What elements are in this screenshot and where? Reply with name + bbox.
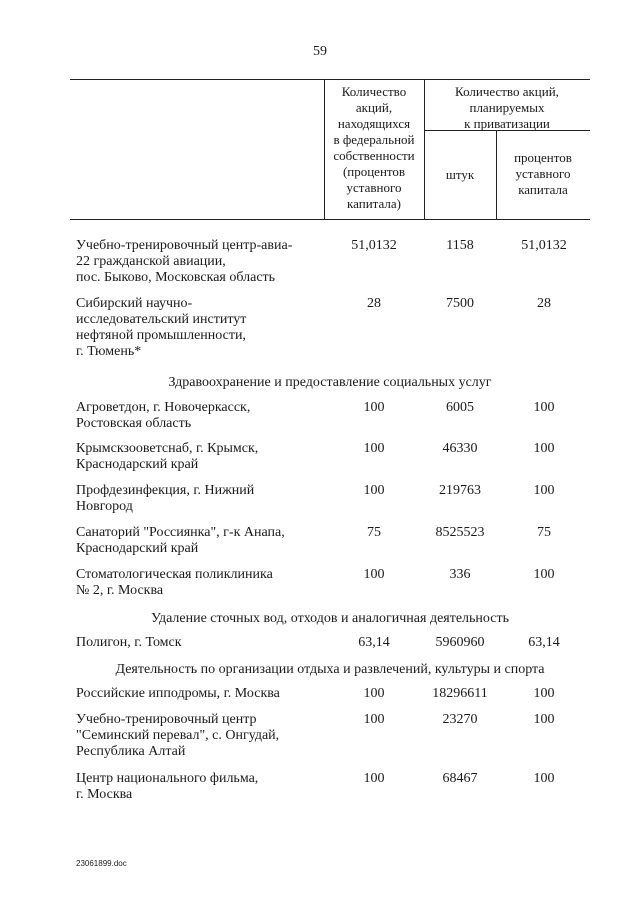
- header-line: процентов: [514, 150, 572, 165]
- shares-count-cell: 8525523: [435, 525, 485, 540]
- organization-name: [76, 441, 326, 473]
- capital-percent-cell: 63,14: [528, 635, 560, 650]
- organization-name-line: г. Москва: [76, 787, 133, 802]
- header-line: уставного: [346, 180, 402, 195]
- organization-name-line: Российские ипподромы, г. Москва: [76, 686, 280, 701]
- organization-name-line: Профдезинфекция, г. Нижний: [76, 483, 255, 498]
- shares-count-cell: 18296611: [432, 686, 488, 701]
- organization-name-line: № 2, г. Москва: [76, 583, 164, 598]
- capital-percent-cell: 100: [533, 400, 555, 415]
- federal-share-cell: 51,0132: [351, 238, 397, 253]
- organization-name-line: пос. Быково, Московская область: [76, 270, 276, 285]
- organization-name-line: Республика Алтай: [76, 744, 186, 759]
- organization-name: [76, 525, 326, 557]
- federal-share-cell: 100: [363, 483, 385, 498]
- organization-name-line: Санаторий "Россиянка", г-к Анапа,: [76, 525, 285, 540]
- header-line: Количество: [341, 84, 407, 99]
- organization-name: [76, 686, 326, 702]
- federal-share-cell: 100: [363, 400, 385, 415]
- page-number: 59: [313, 44, 327, 59]
- shares-count-cell: 68467: [442, 771, 478, 786]
- shares-count-cell: 1158: [446, 238, 474, 253]
- shares-count-cell: 336: [449, 567, 471, 582]
- header-line: в федеральной: [333, 132, 415, 147]
- header-line: собственности: [333, 148, 415, 163]
- table-header-bottom-rule: [70, 219, 590, 220]
- header-line: акций,: [355, 100, 393, 115]
- organization-name-line: нефтяной промышленности,: [76, 328, 246, 343]
- header-shares-count: [424, 167, 496, 183]
- organization-name-line: Центр национального фильма,: [76, 771, 259, 786]
- organization-name-line: Учебно-тренировочный центр-авиа-: [76, 238, 293, 253]
- organization-name: [76, 635, 326, 651]
- organization-name: [76, 238, 326, 286]
- shares-count-cell: 23270: [442, 712, 478, 727]
- section-heading: Здравоохранение и предоставление социальных услуг: [168, 375, 492, 390]
- organization-name-line: Учебно-тренировочный центр: [76, 712, 257, 727]
- capital-percent-cell: 100: [533, 771, 555, 786]
- organization-name: [76, 712, 326, 760]
- organization-name-line: Ростовская область: [76, 416, 192, 431]
- header-line: (процентов: [342, 164, 406, 179]
- shares-count-cell: 5960960: [435, 635, 485, 650]
- section-heading: Удаление сточных вод, отходов и аналогичная деятельность: [151, 611, 509, 626]
- capital-percent-cell: 75: [537, 525, 551, 540]
- federal-share-cell: 100: [363, 712, 385, 727]
- organization-name-line: Сибирский научно-: [76, 296, 193, 311]
- federal-share-cell: 28: [367, 296, 381, 311]
- organization-name-line: Стоматологическая поликлиника: [76, 567, 273, 582]
- header-line: капитала): [347, 196, 401, 211]
- header-line: штук: [445, 167, 475, 182]
- federal-share-cell: 100: [363, 441, 385, 456]
- header-line: капитала: [518, 182, 568, 197]
- organization-name-line: г. Тюмень*: [76, 344, 142, 359]
- capital-percent-cell: 51,0132: [521, 238, 567, 253]
- organization-name-line: "Семинский перевал", с. Онгудай,: [76, 728, 280, 743]
- federal-share-cell: 100: [363, 567, 385, 582]
- capital-percent-cell: 28: [537, 296, 551, 311]
- section-heading: Деятельность по организации отдыха и развлечений, культуры и спорта: [115, 662, 545, 677]
- header-planned-group: [424, 84, 590, 132]
- header-line: Количество акций,: [455, 84, 559, 99]
- header-line: находящихся: [337, 116, 411, 131]
- shares-count-cell: 219763: [439, 483, 481, 498]
- header-federal-share: [324, 84, 424, 212]
- organization-name: [76, 567, 326, 599]
- capital-percent-cell: 100: [533, 441, 555, 456]
- federal-share-cell: 63,14: [358, 635, 390, 650]
- organization-name-line: Крымскзооветснаб, г. Крымск,: [76, 441, 259, 456]
- shares-count-cell: 7500: [446, 296, 474, 311]
- shares-count-cell: 6005: [446, 400, 474, 415]
- organization-name-line: 22 гражданской авиации,: [76, 254, 226, 269]
- table-top-rule: [70, 79, 590, 80]
- federal-share-cell: 100: [363, 771, 385, 786]
- header-line: уставного: [515, 166, 571, 181]
- organization-name-line: исследовательский институт: [76, 312, 247, 327]
- capital-percent-cell: 100: [533, 567, 555, 582]
- federal-share-cell: 100: [363, 686, 385, 701]
- header-line: к приватизации: [464, 116, 550, 131]
- document-filename: 23061899.doc: [76, 859, 127, 868]
- organization-name-line: Краснодарский край: [76, 457, 199, 472]
- organization-name-line: Полигон, г. Томск: [76, 635, 182, 650]
- organization-name: [76, 483, 326, 515]
- organization-name-line: Агроветдон, г. Новочеркасск,: [76, 400, 251, 415]
- header-line: планируемых: [469, 100, 545, 115]
- shares-count-cell: 46330: [442, 441, 478, 456]
- federal-share-cell: 75: [367, 525, 381, 540]
- header-capital-percent: [496, 150, 590, 198]
- organization-name-line: Новгород: [76, 499, 133, 514]
- organization-name-line: Краснодарский край: [76, 541, 199, 556]
- organization-name: [76, 400, 326, 432]
- capital-percent-cell: 100: [533, 686, 555, 701]
- capital-percent-cell: 100: [533, 483, 555, 498]
- organization-name: [76, 771, 326, 803]
- capital-percent-cell: 100: [533, 712, 555, 727]
- organization-name: [76, 296, 326, 360]
